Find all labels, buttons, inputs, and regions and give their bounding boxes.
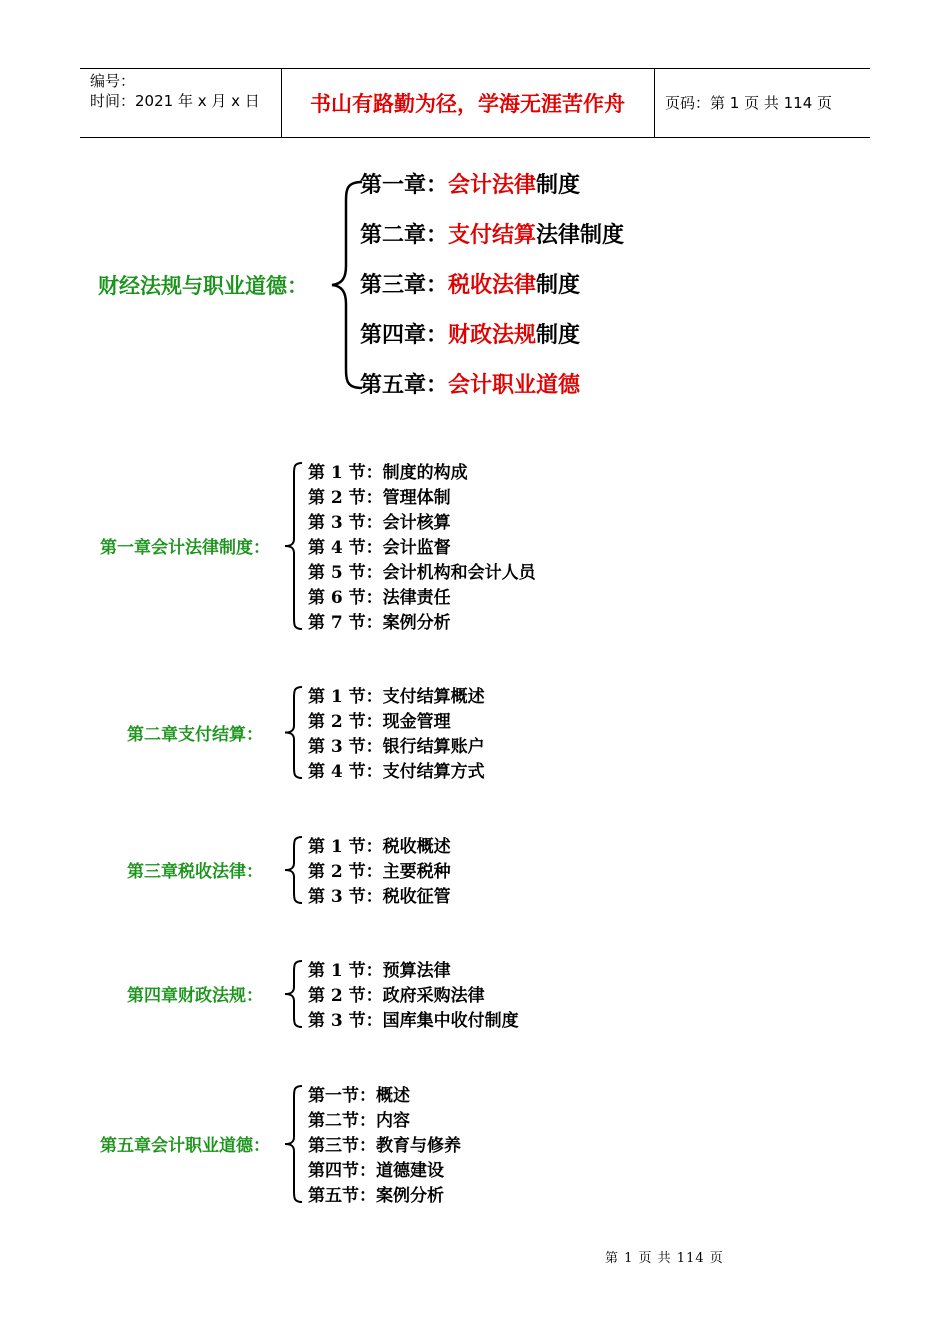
chapter-prefix: 第四章： — [360, 322, 449, 348]
chapter-highlight: 支付结算 — [448, 222, 537, 248]
section-item: 第五节：案例分析 — [308, 1186, 444, 1206]
section-item: 第 2 节：主要税种 — [308, 862, 451, 882]
section-brace — [280, 836, 306, 904]
chapter-suffix: 制度 — [536, 272, 581, 298]
chapter-prefix: 第二章： — [360, 222, 449, 248]
overview-chapter-item — [360, 368, 580, 399]
section-title: 第五章会计职业道德： — [100, 1136, 270, 1156]
overview-chapter-item — [360, 218, 624, 249]
chapter-suffix: 法律制度 — [536, 222, 625, 248]
section-item: 第 6 节：法律责任 — [308, 588, 451, 608]
section-item: 第 4 节：会计监督 — [308, 538, 451, 558]
section-brace — [280, 686, 306, 779]
section-title: 第一章会计法律制度： — [100, 538, 270, 558]
section-item: 第 1 节：税收概述 — [308, 837, 451, 857]
section-item: 第 2 节：现金管理 — [308, 712, 451, 732]
header-motto-cell — [281, 69, 655, 137]
section-item: 第二节：内容 — [308, 1111, 410, 1131]
overview-chapter-item — [360, 318, 580, 349]
section-item: 第 5 节：会计机构和会计人员 — [308, 563, 536, 583]
chapter-highlight: 税收法律 — [448, 272, 537, 298]
section-item: 第 1 节：预算法律 — [308, 961, 451, 981]
section-title: 第四章财政法规： — [127, 986, 263, 1006]
overview-title: 财经法规与职业道德： — [98, 273, 308, 298]
chapter-highlight: 会计职业道德 — [448, 372, 581, 398]
section-item: 第一节：概述 — [308, 1086, 410, 1106]
section-item: 第 3 节：银行结算账户 — [308, 737, 485, 757]
section-title: 第二章支付结算： — [127, 724, 263, 745]
section-item: 第三节：教育与修养 — [308, 1136, 461, 1156]
section-item: 第 1 节：支付结算概述 — [308, 687, 485, 707]
section-title: 第三章税收法律： — [127, 862, 263, 882]
section-brace — [280, 1085, 306, 1203]
chapter-prefix: 第三章： — [360, 272, 449, 298]
chapter-suffix: 制度 — [536, 172, 581, 198]
section-item: 第 3 节：税收征管 — [308, 887, 451, 907]
chapter-highlight: 财政法规 — [448, 322, 537, 348]
header-meta-cell — [80, 69, 282, 137]
header-page-cell — [655, 69, 870, 137]
overview-chapter-item — [360, 268, 580, 299]
section-brace — [280, 462, 306, 630]
chapter-highlight: 会计法律 — [448, 172, 537, 198]
page-header — [80, 68, 870, 138]
page-info: 页码：第 1 页 共 114 页 — [665, 94, 833, 112]
section-item: 第 7 节：案例分析 — [308, 613, 451, 633]
overview-chapter-item — [360, 168, 580, 199]
number-label: 编号： — [90, 72, 136, 90]
section-item: 第 2 节：管理体制 — [308, 488, 451, 508]
section-item: 第 1 节：制度的构成 — [308, 463, 468, 483]
chapter-suffix: 制度 — [536, 322, 581, 348]
section-item: 第四节：道德建设 — [308, 1161, 444, 1181]
time-label: 时间：2021 年 x 月 x 日 — [90, 92, 260, 110]
section-item: 第 4 节：支付结算方式 — [308, 762, 485, 782]
page-footer: 第 1 页 共 114 页 — [605, 1251, 724, 1266]
motto-text: 书山有路勤为径，学海无涯苦作舟 — [310, 91, 625, 116]
section-item: 第 3 节：会计核算 — [308, 513, 451, 533]
chapter-prefix: 第一章： — [360, 172, 449, 198]
section-brace — [280, 960, 306, 1028]
section-item: 第 2 节：政府采购法律 — [308, 986, 485, 1006]
chapter-prefix: 第五章： — [360, 372, 449, 398]
section-item: 第 3 节：国库集中收付制度 — [308, 1011, 519, 1031]
